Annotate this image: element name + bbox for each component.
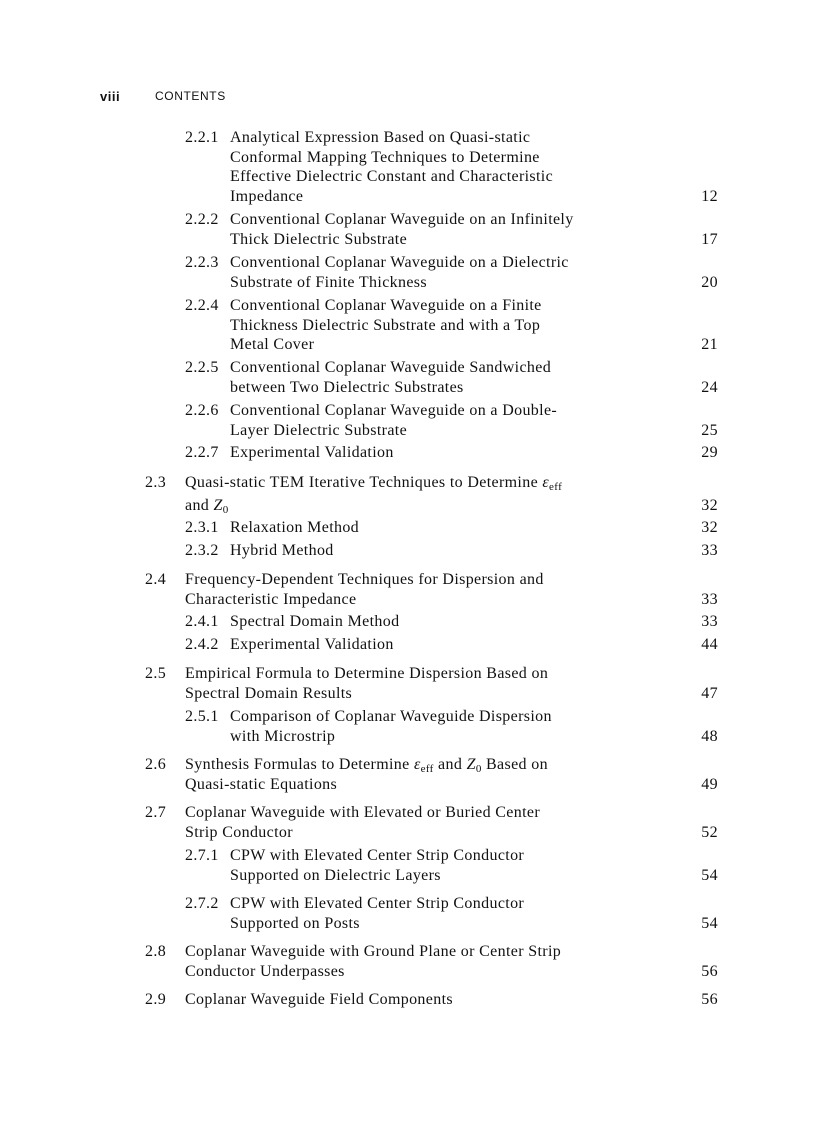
entry-title: Spectral Domain Method [230, 613, 400, 630]
entry-number: 2.4 [145, 571, 167, 588]
entry-title: CPW with Elevated Center Strip Conductor Supported on Dielectric Layers [230, 847, 525, 884]
entry-page: 49 [701, 775, 718, 793]
entry-page: 56 [701, 962, 718, 980]
entry-page: 54 [701, 914, 718, 932]
entry-number: 2.9 [145, 991, 167, 1008]
entry-title: Hybrid Method [230, 542, 334, 559]
entry-title: CPW with Elevated Center Strip Conductor Supported on Posts [230, 895, 525, 932]
entry-number: 2.3.1 [185, 519, 219, 536]
entry-title: Quasi-static TEM Iterative Techniques to Determine $\varepsilon_{eff}$ and $Z_0$ [185, 474, 563, 516]
entry-title: Conventional Coplanar Waveguide on a Dielectric Substrate of Finite Thickness [230, 254, 569, 291]
entry-title: Synthesis Formulas to Determine $\varepsilon_{eff}$ and $Z_0$ Based on Quasi-static Equations [185, 756, 548, 793]
running-head [100, 88, 226, 106]
entry-number: 2.2.7 [185, 444, 219, 461]
z-symbol: Z [466, 756, 476, 773]
entry-page: 48 [701, 727, 718, 745]
entry-page: 44 [701, 636, 718, 653]
entry-page: 20 [701, 273, 718, 291]
entry-page: 17 [701, 230, 718, 248]
entry-title: Empirical Formula to Determine Dispersion Based on Spectral Domain Results [185, 665, 549, 702]
entry-number: 2.2.1 [185, 129, 219, 146]
entry-number: 2.2.5 [185, 359, 219, 376]
page-number: viii [100, 89, 121, 104]
entry-page: 32 [701, 496, 718, 514]
entry-page: 33 [701, 613, 718, 630]
entry-number: 2.4.1 [185, 613, 219, 630]
entry-number: 2.7.1 [185, 847, 219, 864]
entry-number: 2.3 [145, 474, 167, 491]
entry-title: Comparison of Coplanar Waveguide Dispersion with Microstrip [230, 708, 552, 745]
entry-title: Experimental Validation [230, 444, 394, 461]
entry-page: 12 [701, 187, 718, 205]
entry-title: Frequency-Dependent Techniques for Dispersion and Characteristic Impedance [185, 571, 544, 608]
entry-title: Conventional Coplanar Waveguide on a Double- Layer Dielectric Substrate [230, 402, 558, 439]
entry-page: 52 [701, 823, 718, 841]
entry-title: Relaxation Method [230, 519, 360, 536]
entry-page: 33 [701, 590, 718, 608]
entry-page: 29 [701, 444, 718, 461]
epsilon-symbol: ε [542, 474, 550, 491]
entry-page: 32 [701, 519, 718, 536]
entry-number: 2.8 [145, 943, 167, 960]
entry-page: 47 [701, 684, 718, 702]
running-title: CONTENTS [155, 89, 226, 103]
entry-page: 54 [701, 866, 718, 884]
entry-title: Analytical Expression Based on Quasi-static Conformal Mapping Techniques to Determine Effective Dielectric Constant and Characteristic Impedance [230, 129, 554, 205]
entry-number: 2.5 [145, 665, 167, 682]
entry-title: Coplanar Waveguide with Elevated or Buried Center Strip Conductor [185, 804, 541, 841]
entry-title: Conventional Coplanar Waveguide Sandwiched between Two Dielectric Substrates [230, 359, 552, 396]
entry-number: 2.4.2 [185, 636, 219, 653]
entry-number: 2.7 [145, 804, 167, 821]
entry-page: 24 [701, 378, 718, 396]
entry-title: Coplanar Waveguide Field Components [185, 991, 453, 1008]
entry-page: 25 [701, 421, 718, 439]
entry-number: 2.2.3 [185, 254, 219, 271]
entry-number: 2.6 [145, 756, 167, 773]
entry-number: 2.5.1 [185, 708, 219, 725]
entry-number: 2.2.4 [185, 297, 219, 314]
entry-page: 33 [701, 542, 718, 559]
entry-page: 56 [701, 991, 718, 1008]
epsilon-symbol: ε [413, 756, 421, 773]
entry-number: 2.3.2 [185, 542, 219, 559]
entry-title: Conventional Coplanar Waveguide on an Infinitely Thick Dielectric Substrate [230, 211, 574, 248]
entry-page: 21 [701, 336, 718, 353]
entry-number: 2.7.2 [185, 895, 219, 912]
entry-title: Experimental Validation [230, 636, 394, 653]
entry-number: 2.2.2 [185, 211, 219, 228]
entry-title: Conventional Coplanar Waveguide on a Finite Thickness Dielectric Substrate and with a Top Metal Cover [230, 297, 542, 353]
entry-number: 2.2.6 [185, 402, 219, 419]
entry-title: Coplanar Waveguide with Ground Plane or Center Strip Conductor Underpasses [185, 943, 562, 980]
z-symbol: Z [213, 496, 223, 514]
